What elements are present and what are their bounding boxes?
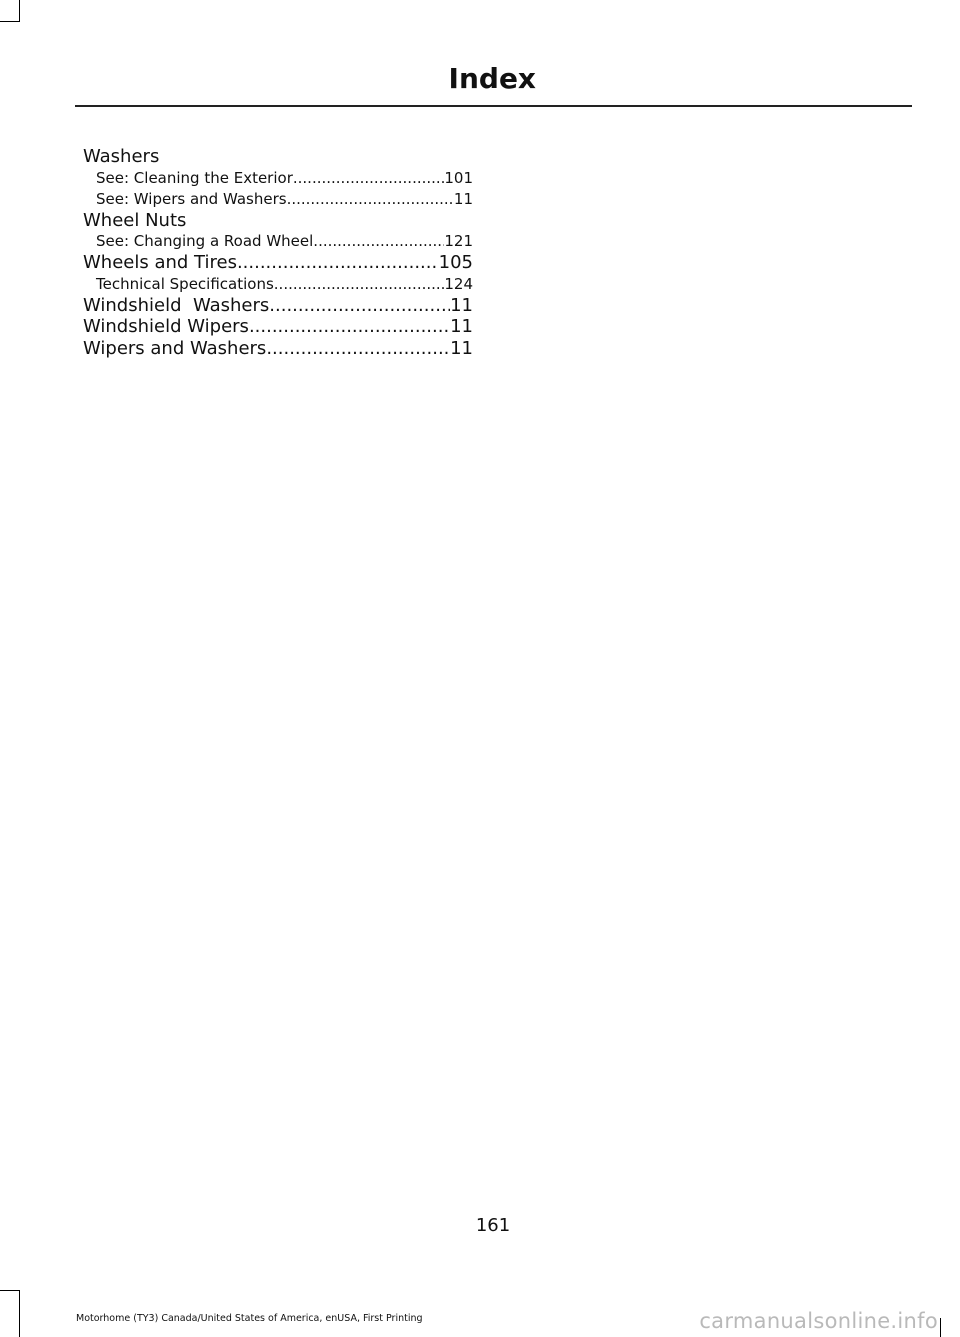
leader-dots	[313, 231, 444, 252]
crop-mark-top-left-horizontal	[0, 21, 20, 22]
page-ref: 11	[450, 316, 473, 337]
page-title: Index	[448, 62, 536, 95]
leader-dots	[287, 189, 454, 210]
index-entry-wheels-tires[interactable]: Wheels and Tires ..... 105	[83, 252, 473, 274]
crop-mark-bottom-right-vertical	[940, 1318, 941, 1337]
index-entry-windshield-washers[interactable]: Windshield Washers ..... 11	[83, 295, 473, 317]
page-ref: 105	[438, 252, 473, 273]
crop-mark-bottom-left-horizontal	[0, 1290, 20, 1291]
index-subentry-cleaning-exterior[interactable]: See: Cleaning the Exterior ..... 101	[83, 168, 473, 189]
leader-dots	[266, 338, 450, 360]
page-ref: 11	[453, 189, 473, 208]
page-ref: 11	[450, 294, 473, 316]
index-subentry-wipers-washers[interactable]: See: Wipers and Washers ..... 11	[83, 189, 473, 210]
title-divider	[75, 105, 912, 107]
page-ref: 124	[444, 274, 473, 293]
page-ref: 11	[450, 337, 473, 359]
page-number: 161	[475, 1215, 511, 1236]
watermark: carmanualsonline.info	[699, 1309, 938, 1333]
leader-dots	[249, 316, 450, 338]
crop-mark-top-left-vertical	[19, 0, 20, 22]
leader-dots	[269, 295, 450, 317]
index-entry-wipers-washers[interactable]: Wipers and Washers ..... 11	[83, 338, 473, 360]
crop-mark-bottom-left-vertical	[19, 1290, 20, 1337]
publication-footer: Motorhome (TY3) Canada/United States of America, enUSA, First Printing	[76, 1313, 423, 1324]
page-ref: 121	[444, 232, 473, 250]
index-subentry-technical-specifications[interactable]: Technical Specifications ..... 124	[83, 274, 473, 295]
index-entry-windshield-wipers[interactable]: Windshield Wipers ..... 11	[83, 316, 473, 338]
index-heading-washers[interactable]: Washers	[83, 146, 160, 167]
leader-dots	[293, 168, 444, 189]
index-subentry-changing-road-wheel[interactable]: See: Changing a Road Wheel ..... 121	[83, 231, 473, 252]
index-column	[83, 146, 473, 359]
leader-dots	[237, 252, 439, 274]
page-ref: 101	[444, 168, 473, 187]
index-heading-wheel-nuts[interactable]: Wheel Nuts	[83, 209, 187, 231]
leader-dots	[274, 274, 445, 295]
